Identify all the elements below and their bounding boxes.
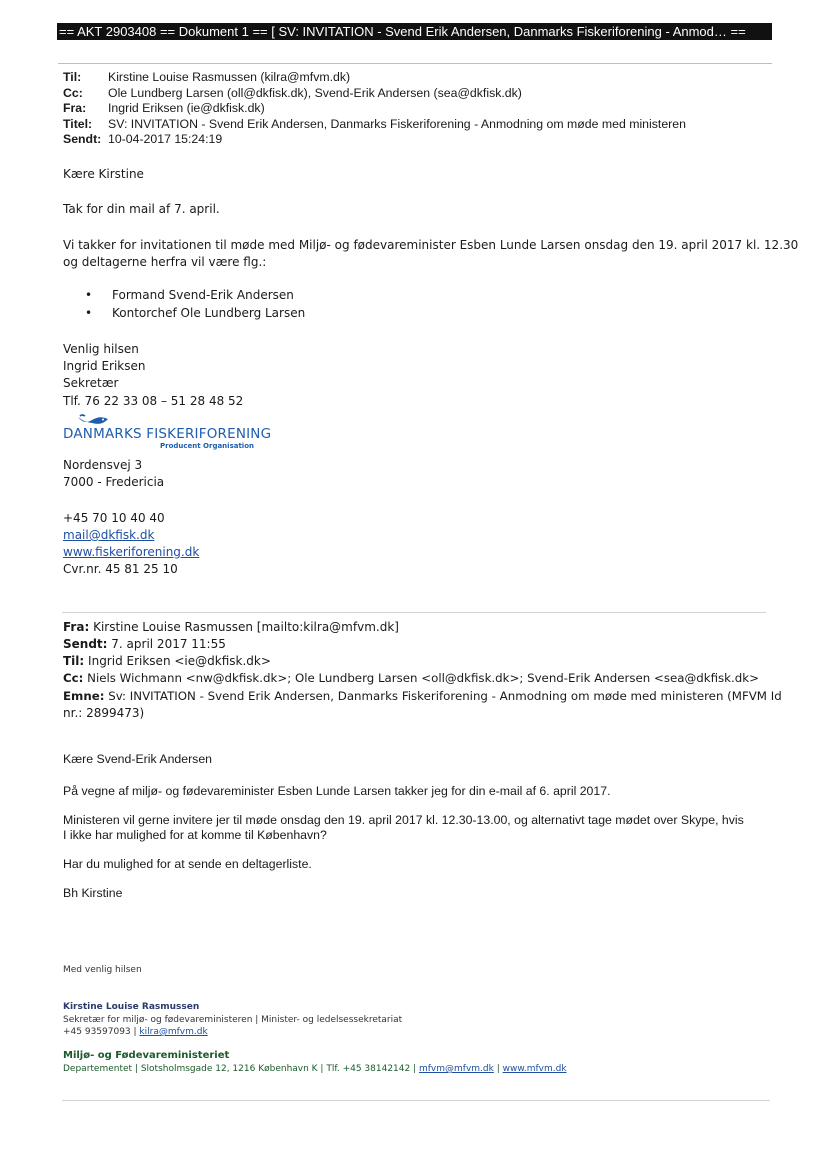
original-sent-label: Sendt: xyxy=(63,637,108,651)
original-to-value: Ingrid Eriksen <ie@dkfisk.dk> xyxy=(88,654,271,668)
reply-website-link[interactable]: www.fiskeriforening.dk xyxy=(63,545,200,559)
bullet-item: Kontorchef Ole Lundberg Larsen xyxy=(112,306,306,320)
original-to-row xyxy=(63,653,271,671)
header-title-row xyxy=(63,117,686,133)
bullet-icon: • xyxy=(85,288,93,302)
header-title-value: SV: INVITATION - Svend Erik Andersen, Danmarks Fiskeriforening - Anmodning om møde med ministeren xyxy=(108,117,686,131)
bullet-icon: • xyxy=(85,306,93,320)
original-paragraph-3: Har du mulighed for at sende en deltagerliste. xyxy=(63,857,312,871)
header-divider xyxy=(58,63,772,64)
reply-paragraph-2-line-2: og deltagerne herfra vil være flg.: xyxy=(63,255,267,269)
ministry-separator: | xyxy=(493,1064,503,1074)
header-from-label: Fra: xyxy=(63,101,87,115)
reply-sender-role: Sekretær xyxy=(63,376,119,390)
ministry-website-link[interactable]: www.mfvm.dk xyxy=(502,1064,567,1074)
original-signature-contact xyxy=(63,1026,208,1038)
header-from-value: Ingrid Eriksen (ie@dkfisk.dk) xyxy=(108,101,265,115)
header-cc-row xyxy=(63,86,522,102)
reply-sender-name: Ingrid Eriksen xyxy=(63,359,146,373)
header-cc-label: Cc: xyxy=(63,86,83,100)
ministry-email-link[interactable]: mfvm@mfvm.dk xyxy=(418,1064,494,1074)
header-sent-row xyxy=(63,132,222,148)
header-to-label: Til: xyxy=(63,70,82,84)
reply-address-street: Nordensvej 3 xyxy=(63,458,143,472)
document-banner: == AKT 2903408 == Dokument 1 == [ SV: INVITATION - Svend Erik Andersen, Danmarks Fiskeriforening - Anmod… == xyxy=(57,23,772,40)
original-paragraph-1: På vegne af miljø- og fødevareminister Esben Lunde Larsen takker jeg for din e-mail af 6. april 2017. xyxy=(63,784,611,798)
bullet-item: Formand Svend-Erik Andersen xyxy=(112,288,294,302)
reply-paragraph-1: Tak for din mail af 7. april. xyxy=(63,202,220,216)
reply-tel: +45 70 10 40 40 xyxy=(63,511,165,525)
header-to-value: Kirstine Louise Rasmussen (kilra@mfvm.dk) xyxy=(108,70,351,84)
header-cc-value: Ole Lundberg Larsen (oll@dkfisk.dk), Svend-Erik Andersen (sea@dkfisk.dk) xyxy=(108,86,522,100)
original-from-row xyxy=(63,619,399,637)
fish-logo-icon xyxy=(76,413,110,427)
original-subject-label: Emne: xyxy=(63,689,105,703)
original-cc-row xyxy=(63,670,759,688)
original-subject-row xyxy=(63,688,782,706)
header-to-row xyxy=(63,70,350,86)
header-sent-value: 10-04-2017 15:24:19 xyxy=(108,132,223,146)
forward-divider xyxy=(62,612,766,613)
original-subject-value: Sv: INVITATION - Svend Erik Andersen, Danmarks Fiskeriforening - Anmodning om møde med ministeren (MFVM Id xyxy=(108,689,782,703)
reply-closing: Venlig hilsen xyxy=(63,342,139,356)
reply-cvr: Cvr.nr. 45 81 25 10 xyxy=(63,562,178,576)
original-cc-label: Cc: xyxy=(63,671,84,685)
reply-paragraph-2-line-1: Vi takker for invitationen til møde med Miljø- og fødevareminister Esben Lunde Larsen onsdag den 19. april 2017 kl. 12.30 xyxy=(63,238,799,252)
original-from-value: Kirstine Louise Rasmussen [mailto:kilra@mfvm.dk] xyxy=(93,620,399,634)
original-signature-name: Kirstine Louise Rasmussen xyxy=(63,1002,200,1012)
ministry-details xyxy=(63,1063,567,1075)
organization-logo-subtitle: Producent Organisation xyxy=(160,442,254,450)
original-signature-phone: +45 93597093 | xyxy=(63,1027,140,1037)
original-greeting: Kære Svend-Erik Andersen xyxy=(63,752,213,766)
header-title-label: Titel: xyxy=(63,117,93,131)
original-paragraph-2-line-2: I ikke har mulighed for at komme til København? xyxy=(63,828,327,842)
reply-greeting: Kære Kirstine xyxy=(63,167,144,181)
header-from-row xyxy=(63,101,265,117)
original-signoff: Bh Kirstine xyxy=(63,886,123,900)
header-sent-label: Sendt: xyxy=(63,132,102,146)
footer-divider xyxy=(62,1100,770,1101)
original-sent-row xyxy=(63,636,226,654)
reply-sender-phone: Tlf. 76 22 33 08 – 51 28 48 52 xyxy=(63,394,244,408)
original-cc-value: Niels Wichmann <nw@dkfisk.dk>; Ole Lundberg Larsen <oll@dkfisk.dk>; Svend-Erik Andersen <sea@dkfisk.dk> xyxy=(87,671,759,685)
original-to-label: Til: xyxy=(63,654,85,668)
original-sent-value: 7. april 2017 11:55 xyxy=(111,637,226,651)
organization-logo-text: DANMARKS FISKERIFORENING xyxy=(63,426,272,442)
original-signature-email-link[interactable]: kilra@mfvm.dk xyxy=(139,1027,208,1037)
original-signature-role: Sekretær for miljø- og fødevareministeren | Minister- og ledelsessekretariat xyxy=(63,1015,403,1025)
original-subject-row-continued: nr.: 2899473) xyxy=(63,706,145,720)
original-from-label: Fra: xyxy=(63,620,90,634)
ministry-name: Miljø- og Fødevareministeriet xyxy=(63,1050,230,1061)
original-closing: Med venlig hilsen xyxy=(63,965,142,975)
original-paragraph-2-line-1: Ministeren vil gerne invitere jer til møde onsdag den 19. april 2017 kl. 12.30-13.00, og alternativt tage mødet over Skype, hvis xyxy=(63,813,744,827)
reply-address-city: 7000 - Fredericia xyxy=(63,475,165,489)
reply-email-link[interactable]: mail@dkfisk.dk xyxy=(63,528,155,542)
ministry-address: Departementet | Slotsholmsgade 12, 1216 København K | Tlf. +45 38142142 | xyxy=(63,1064,419,1074)
